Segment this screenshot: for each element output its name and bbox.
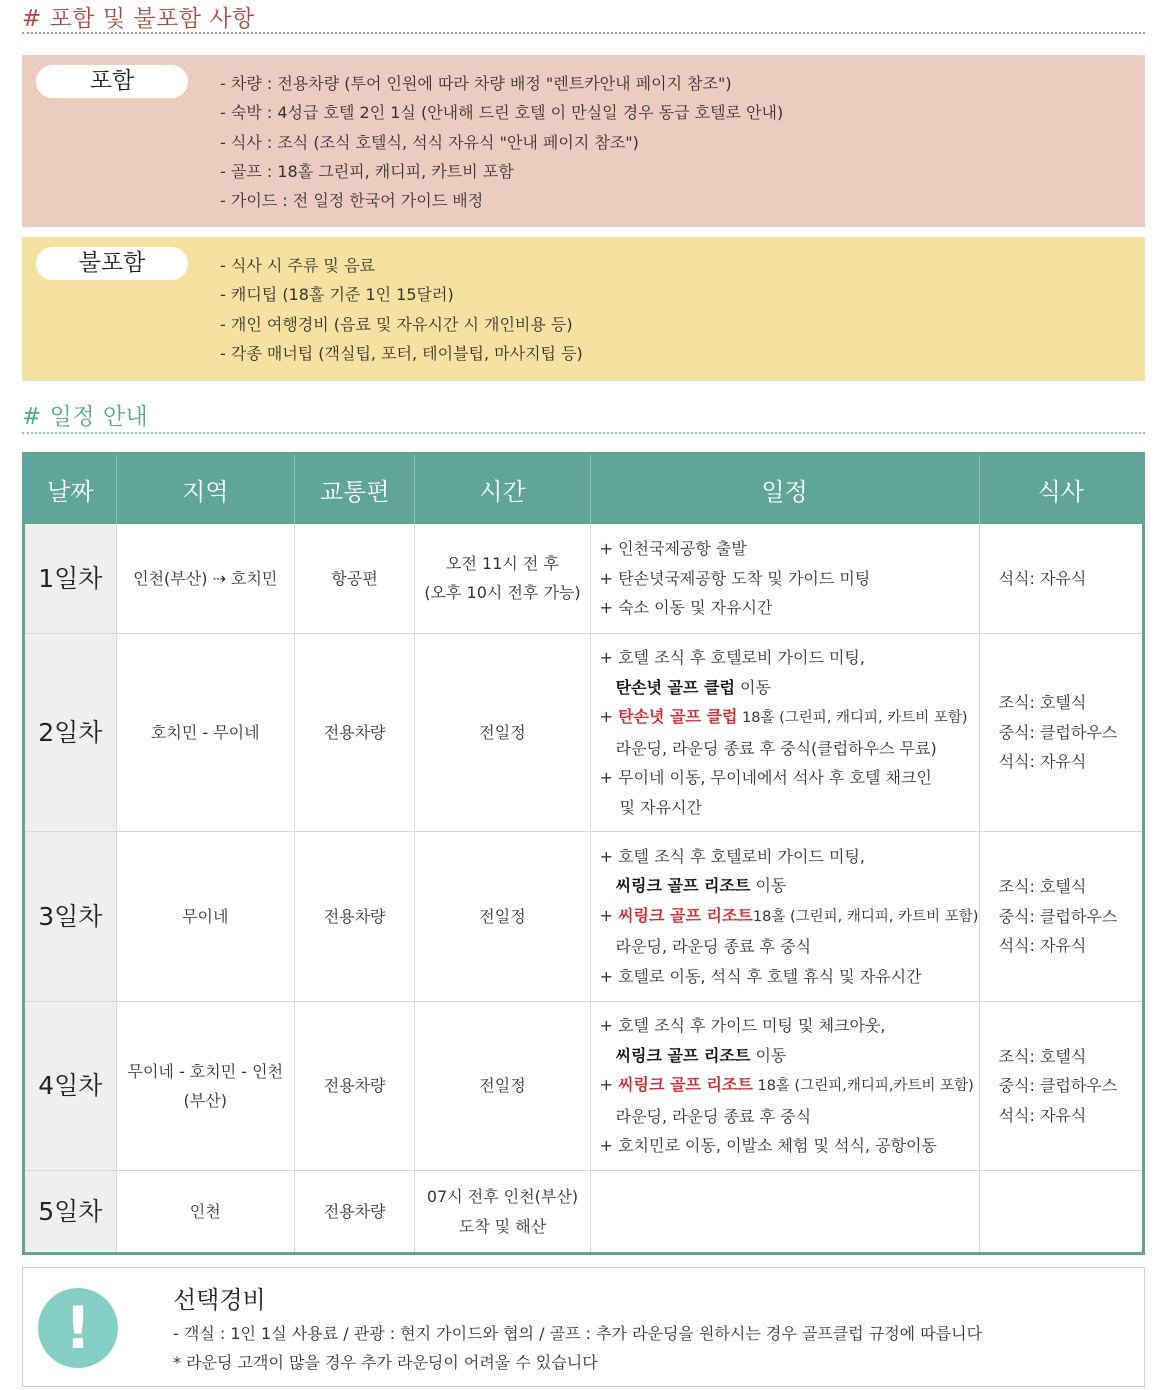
- day-cell: 4일차: [24, 1002, 117, 1171]
- region-text: 무이네 - 호치민 - 인천: [127, 1061, 284, 1081]
- itinerary-line: + 호텔 조식 후 호텔로비 가이드 미팅,: [599, 846, 865, 866]
- table-header-row: [24, 454, 1144, 524]
- time-cell: [415, 1002, 590, 1171]
- plus-mark: +: [599, 707, 619, 726]
- itinerary-line: [600, 871, 979, 901]
- itinerary-line: [600, 1070, 979, 1102]
- header-itinerary: 일정: [590, 454, 979, 524]
- itinerary-line: + 호치민로 이동, 이발소 체험 및 석식, 공항이동: [599, 1136, 937, 1156]
- transport-cell: 전용차량: [294, 634, 415, 832]
- region-cell: [116, 832, 294, 1002]
- meal-line: 석식: 자유식: [998, 1105, 1087, 1125]
- meal-line: 조식: 호텔식: [998, 877, 1087, 897]
- time-cell: [415, 524, 590, 634]
- notice-text: - 객실 : 1인 1실 사용료 / 관광 : 현지 가이드와 협의 / 골프 : 추가 라운딩을 원하시는 경우 골프클럽 규정에 따릅니다: [173, 1324, 983, 1343]
- optional-costs-notice: [22, 1267, 1145, 1387]
- table-row: [24, 1002, 1144, 1171]
- notice-text: * 라운딩 고객이 많을 경우 추가 라운딩이 어려울 수 있습니다: [173, 1353, 598, 1372]
- list-item: - 차량 : 전용차량 (투어 인원에 따라 차량 배정 "렌트카안내 페이지 참조"): [220, 74, 732, 93]
- transport-cell: 항공편: [294, 524, 415, 634]
- list-item: - 각종 매너팁 (객실팁, 포터, 테이블팁, 마사지팁 등): [220, 343, 583, 363]
- list-item: - 개인 여행경비 (음료 및 자유시간 시 개인비용 등): [220, 314, 573, 334]
- day-cell: 3일차: [24, 832, 117, 1002]
- time-text: 오전 11시 전 후: [446, 553, 559, 573]
- table-row: [24, 634, 1144, 832]
- itinerary-line: + 호텔로 이동, 석식 후 호텔 휴식 및 자유시간: [599, 966, 922, 986]
- itinerary-cell: [590, 634, 979, 832]
- meal-line: 조식: 호텔식: [998, 693, 1087, 713]
- region-cell: [116, 634, 294, 832]
- itinerary-line: + 호텔 조식 후 가이드 미팅 및 체크아웃,: [599, 1016, 886, 1036]
- meals-cell: [979, 1002, 1143, 1171]
- meal-line: 석식: 자유식: [998, 568, 1087, 588]
- itinerary-text: 이동: [750, 876, 787, 896]
- header-date: 날짜: [24, 454, 117, 524]
- transport-cell: 전용차량: [294, 832, 415, 1002]
- schedule-table: [22, 452, 1145, 1255]
- itinerary-line: [600, 1041, 979, 1071]
- day-cell: 2일차: [24, 634, 117, 832]
- meal-line: 석식: 자유식: [998, 752, 1087, 772]
- included-label: 포함: [36, 65, 188, 98]
- itinerary-line: 라운딩, 라운딩 종료 후 중식: [615, 937, 812, 957]
- itinerary-cell: [590, 1002, 979, 1171]
- golf-club-name: 씨링크 골프 리조트: [615, 1045, 751, 1065]
- itinerary-line: 라운딩, 라운딩 종료 후 중식: [615, 1106, 812, 1126]
- time-cell: [415, 634, 590, 832]
- table-row: [24, 1171, 1144, 1254]
- list-item: - 식사 시 주류 및 음료: [220, 256, 375, 275]
- excluded-list: [220, 251, 583, 368]
- region-text: 인천(부산) ⇢ 호치민: [133, 568, 278, 588]
- meals-cell: [979, 524, 1143, 634]
- itinerary-text: 이동: [734, 677, 771, 697]
- list-item: - 숙박 : 4성급 호텔 2인 1실 (안내해 드린 호텔 이 만실일 경우 동급 호텔로 안내): [220, 103, 784, 123]
- region-cell: [116, 1002, 294, 1171]
- itinerary-text: 이동: [750, 1045, 787, 1065]
- header-transport: 교통편: [294, 454, 415, 524]
- included-box: [22, 55, 1145, 227]
- region-text: 호치민 - 무이네: [150, 722, 260, 742]
- time-cell: [415, 1171, 590, 1254]
- time-text: 전일정: [479, 722, 526, 742]
- golf-club-name: 탄손녓 골프 클럽: [615, 677, 735, 697]
- itinerary-line: + 탄손녓국제공항 도착 및 가이드 미팅: [599, 568, 871, 588]
- itinerary-text: 18홀 (그린피, 캐디피, 카트비 포함): [737, 710, 968, 726]
- region-text: (부산): [183, 1091, 227, 1110]
- itinerary-cell: [590, 832, 979, 1002]
- itinerary-line: 라운딩, 라운딩 종료 후 중식(클럽하우스 무료): [615, 738, 937, 758]
- time-text: 전일정: [479, 1076, 526, 1096]
- section-title-inclusions: # 포함 및 불포함 사항: [22, 6, 255, 32]
- region-text: 무이네: [182, 906, 229, 926]
- meal-line: 중식: 클럽하우스: [998, 1076, 1118, 1096]
- transport-cell: 전용차량: [294, 1171, 415, 1254]
- plus-mark: +: [599, 1075, 619, 1095]
- header-time: 시간: [415, 454, 590, 524]
- itinerary-text: 18홀 (그린피, 캐디피, 카트비 포함): [752, 908, 979, 925]
- notice-title: 선택경비: [173, 1286, 266, 1314]
- dotted-divider: [22, 432, 1145, 434]
- meal-line: 중식: 클럽하우스: [998, 722, 1118, 742]
- meal-line: 석식: 자유식: [998, 936, 1087, 956]
- time-text: 도착 및 해산: [458, 1216, 547, 1236]
- exclamation-icon: !: [38, 1288, 118, 1368]
- meals-cell: [979, 634, 1143, 832]
- plus-mark: +: [599, 905, 619, 925]
- golf-club-highlight: 씨링크 골프 리조트: [618, 1075, 753, 1095]
- meal-line: 조식: 호텔식: [998, 1046, 1087, 1066]
- meals-cell: [979, 1171, 1143, 1254]
- itinerary-line: + 무이네 이동, 무이네에서 석사 후 호텔 채크인: [599, 768, 932, 787]
- table-row: [24, 832, 1144, 1002]
- itinerary-line: [600, 702, 979, 734]
- region-cell: [116, 524, 294, 634]
- itinerary-line: + 숙소 이동 및 자유시간: [599, 598, 773, 617]
- region-text: 인천: [189, 1201, 221, 1221]
- itinerary-cell: [590, 1171, 979, 1254]
- meals-cell: [979, 832, 1143, 1002]
- excluded-box: [22, 237, 1145, 381]
- itinerary-line: [600, 673, 979, 703]
- itinerary-text: 18홀 (그린피,캐디피,카트비 포함): [752, 1078, 974, 1095]
- time-text: 07시 전후 인천(부산): [426, 1187, 579, 1206]
- region-cell: [116, 1171, 294, 1254]
- time-text: 전일정: [479, 906, 526, 926]
- transport-cell: 전용차량: [294, 1002, 415, 1171]
- excluded-label: 불포함: [36, 247, 188, 280]
- list-item: - 캐디팁 (18홀 기준 1인 15달러): [220, 285, 454, 305]
- golf-club-highlight: 탄손녓 골프 클럽: [618, 707, 738, 726]
- day-cell: 5일차: [24, 1171, 117, 1254]
- included-list: [220, 69, 783, 215]
- list-item: - 골프 : 18홀 그린피, 캐디피, 카트비 포함: [220, 161, 514, 181]
- dotted-divider: [22, 32, 1145, 34]
- table-row: [24, 524, 1144, 634]
- list-item: - 가이드 : 전 일정 한국어 가이드 배정: [220, 191, 484, 211]
- itinerary-line: 및 자유시간: [619, 797, 702, 817]
- golf-club-name: 씨링크 골프 리조트: [615, 876, 751, 896]
- golf-club-highlight: 씨링크 골프 리조트: [618, 905, 753, 925]
- section-title-schedule: # 일정 안내: [22, 404, 149, 430]
- itinerary-line: [600, 901, 979, 933]
- itinerary-line: + 호텔 조식 후 호텔로비 가이드 미팅,: [599, 648, 865, 667]
- list-item: - 식사 : 조식 (조식 호텔식, 석식 자유식 "안내 페이지 참조"): [220, 132, 639, 152]
- itinerary-line: + 인천국제공항 출발: [599, 539, 747, 558]
- time-text: (오후 10시 전후 가능): [424, 583, 581, 603]
- header-region: 지역: [116, 454, 294, 524]
- header-meals: 식사: [979, 454, 1143, 524]
- day-cell: 1일차: [24, 524, 117, 634]
- itinerary-cell: [590, 524, 979, 634]
- meal-line: 중식: 클럽하우스: [998, 906, 1118, 926]
- time-cell: [415, 832, 590, 1002]
